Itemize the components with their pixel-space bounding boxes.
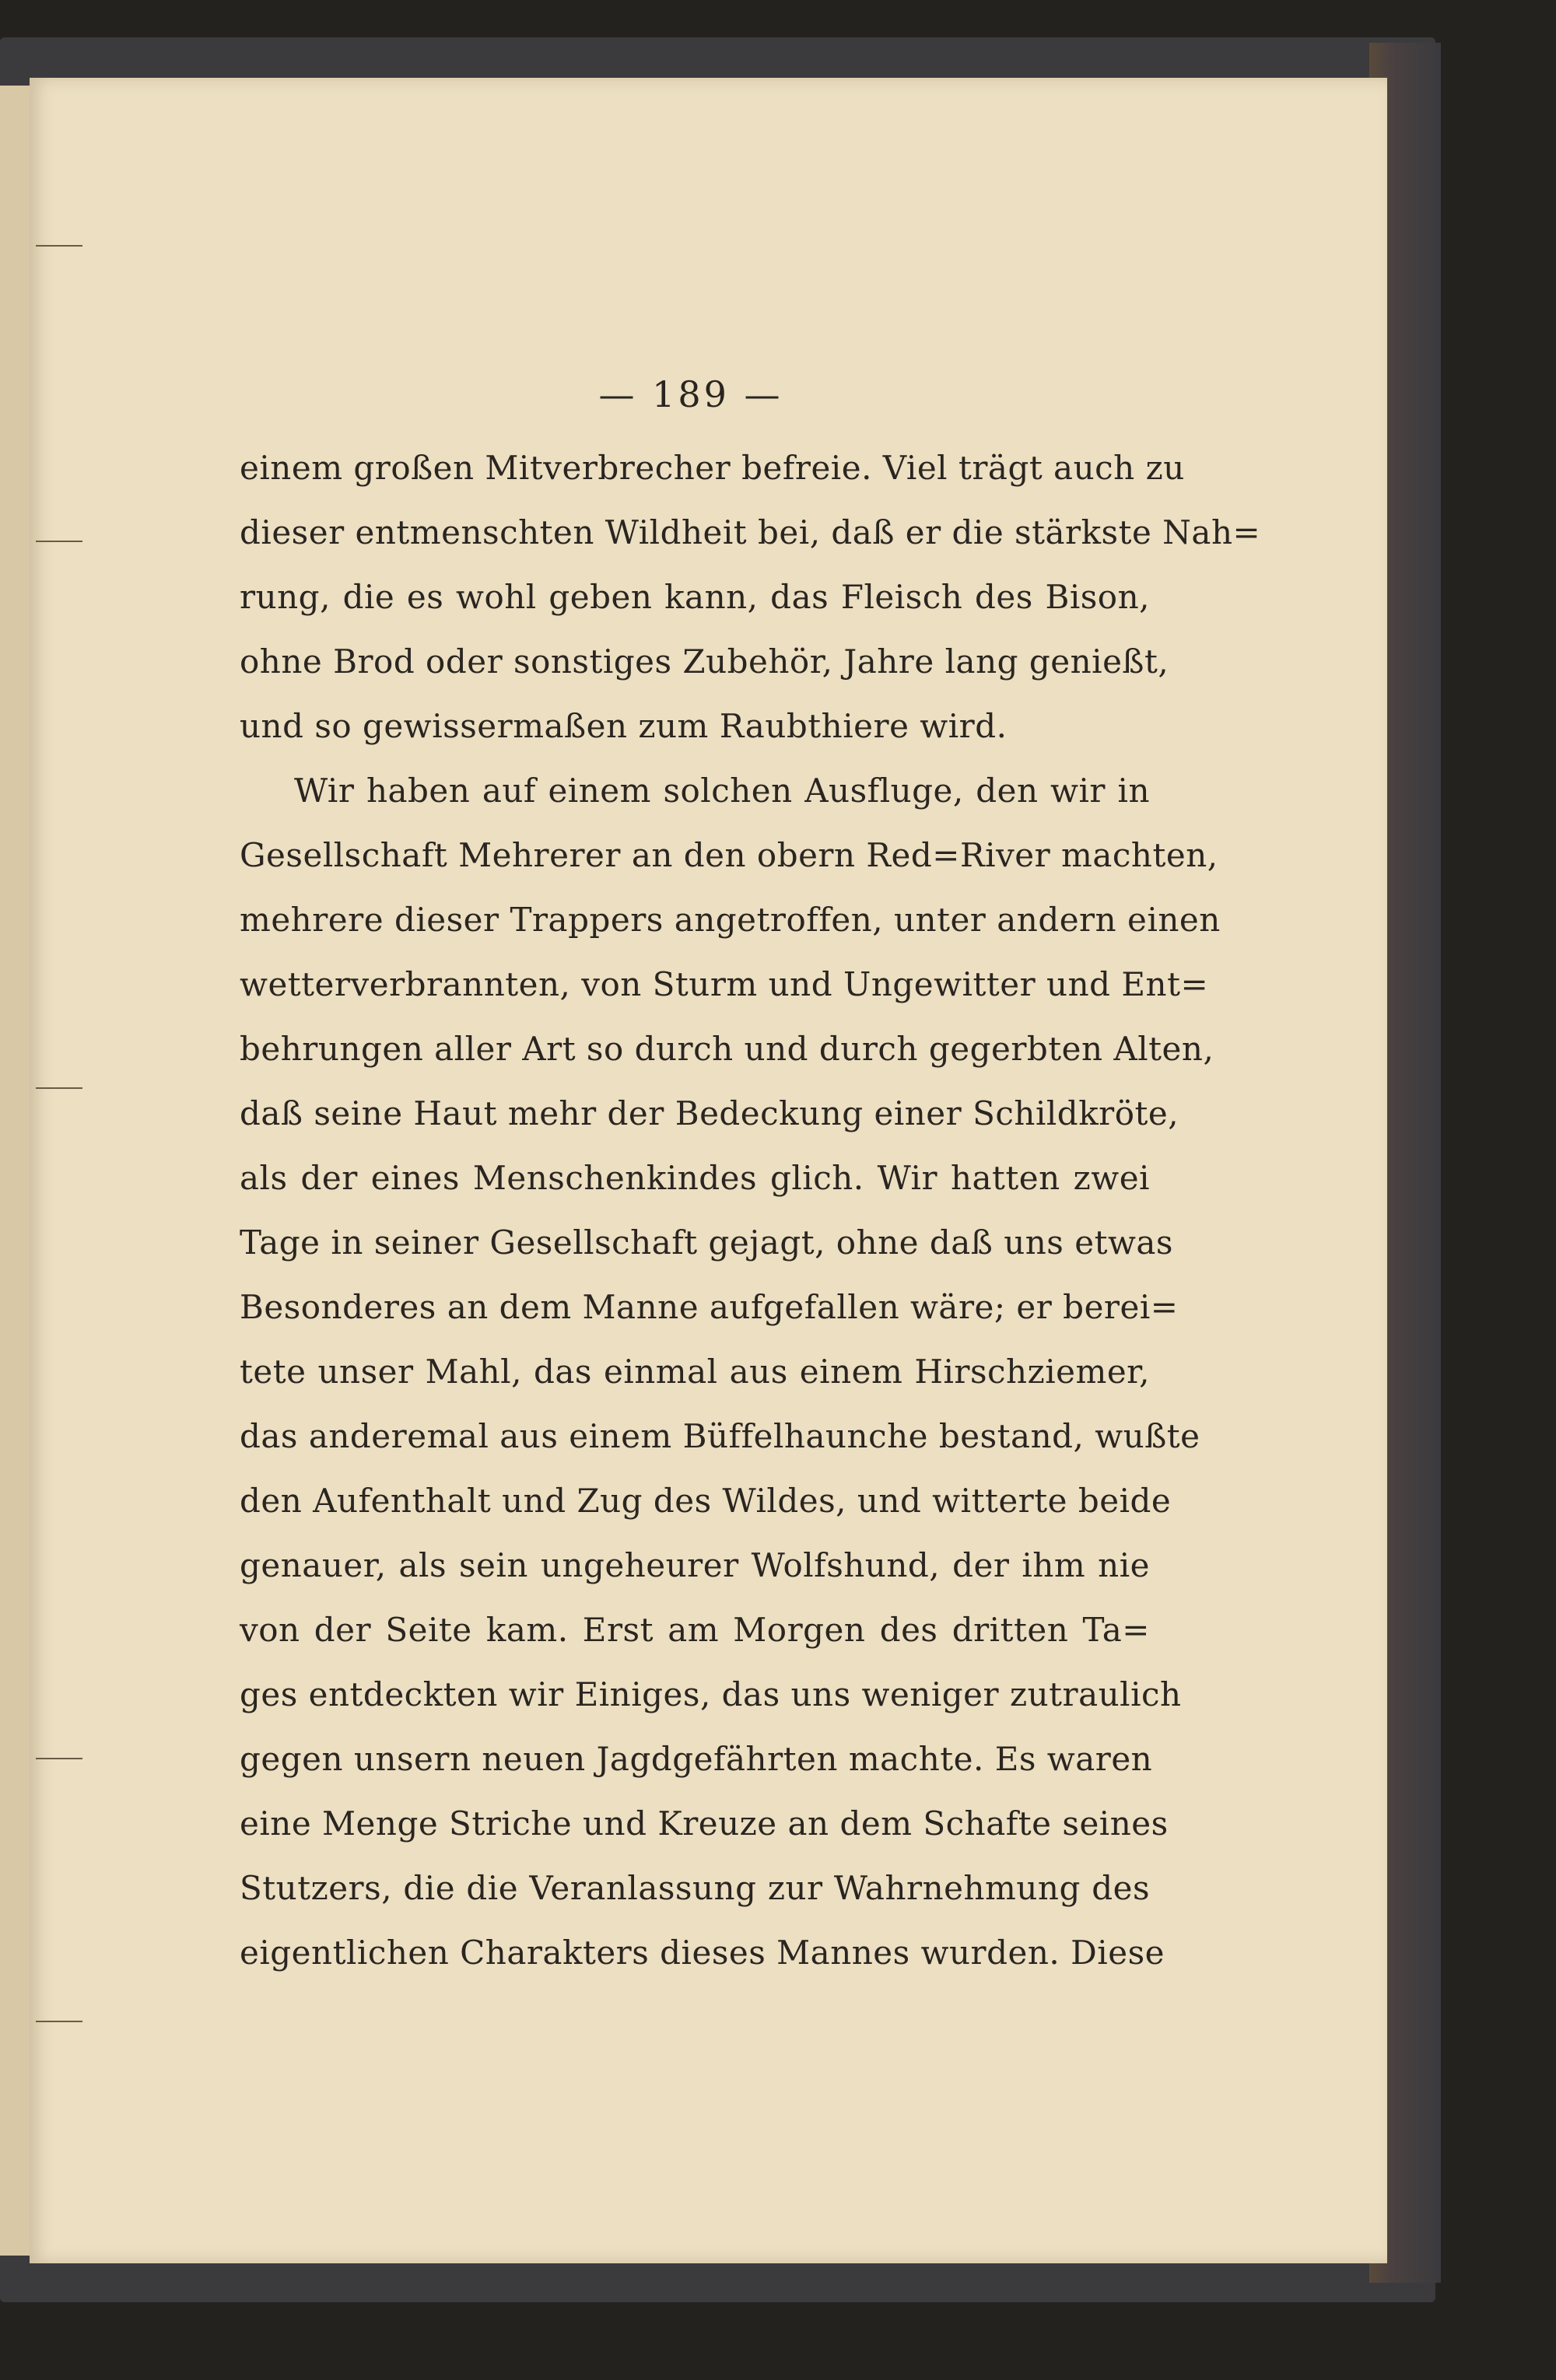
text-line: gegen unsern neuen Jagdgefährten machte. Es waren [240, 1740, 1153, 1778]
text-line: tete unser Mahl, das einmal aus einem Hirschziemer, [240, 1353, 1150, 1391]
text-line: rung, die es wohl geben kann, das Fleisch des Bison, [240, 578, 1150, 616]
sewing-mark [36, 541, 82, 542]
text-line: das anderemal aus einem Büffelhaunche bestand, wußte [240, 1417, 1200, 1455]
sewing-mark [36, 2021, 82, 2022]
text-line: daß seine Haut mehr der Bedeckung einer Schildkröte, [240, 1094, 1179, 1132]
text-line: wetterverbrannten, von Sturm und Ungewitter und Ent= [240, 965, 1209, 1003]
sewing-mark [36, 1758, 82, 1759]
sewing-mark [36, 245, 82, 247]
text-line: von der Seite kam. Erst am Morgen des dritten Ta= [240, 1611, 1150, 1649]
text-line: genauer, als sein ungeheurer Wolfshund, der ihm nie [240, 1546, 1150, 1584]
text-line: eigentlichen Charakters dieses Mannes wurden. Diese [240, 1934, 1165, 1972]
book-page [30, 78, 1387, 2263]
text-line: als der eines Menschenkindes glich. Wir hatten zwei [240, 1159, 1150, 1197]
text-line: dieser entmenschten Wildheit bei, daß er die stärkste Nah= [240, 513, 1261, 551]
text-line: Tage in seiner Gesellschaft gejagt, ohne daß uns etwas [240, 1223, 1173, 1262]
text-line: Gesellschaft Mehrerer an den obern Red=River machten, [240, 836, 1218, 874]
text-line: Wir haben auf einem solchen Ausfluge, den wir in [294, 772, 1150, 810]
text-line: mehrere dieser Trappers angetroffen, unter andern einen [240, 901, 1221, 939]
text-line: und so gewissermaßen zum Raubthiere wird. [240, 707, 1008, 745]
text-line: ges entdeckten wir Einiges, das uns weniger zutraulich [240, 1675, 1182, 1713]
text-line: behrungen aller Art so durch und durch gegerbten Alten, [240, 1030, 1214, 1068]
text-line: ohne Brod oder sonstiges Zubehör, Jahre lang genießt, [240, 642, 1169, 681]
sewing-mark [36, 1087, 82, 1089]
text-line: einem großen Mitverbrecher befreie. Viel trägt auch zu [240, 449, 1185, 487]
text-line: den Aufenthalt und Zug des Wildes, und witterte beide [240, 1482, 1172, 1520]
text-lines [240, 436, 1261, 1985]
page-number-header: — 189 — [598, 373, 783, 415]
text-line: Besonderes an dem Manne aufgefallen wäre; er berei= [240, 1288, 1179, 1326]
text-line: eine Menge Striche und Kreuze an dem Schafte seines [240, 1804, 1169, 1843]
left-page-edge [0, 86, 31, 2256]
text-line: Stutzers, die die Veranlassung zur Wahrnehmung des [240, 1869, 1150, 1907]
